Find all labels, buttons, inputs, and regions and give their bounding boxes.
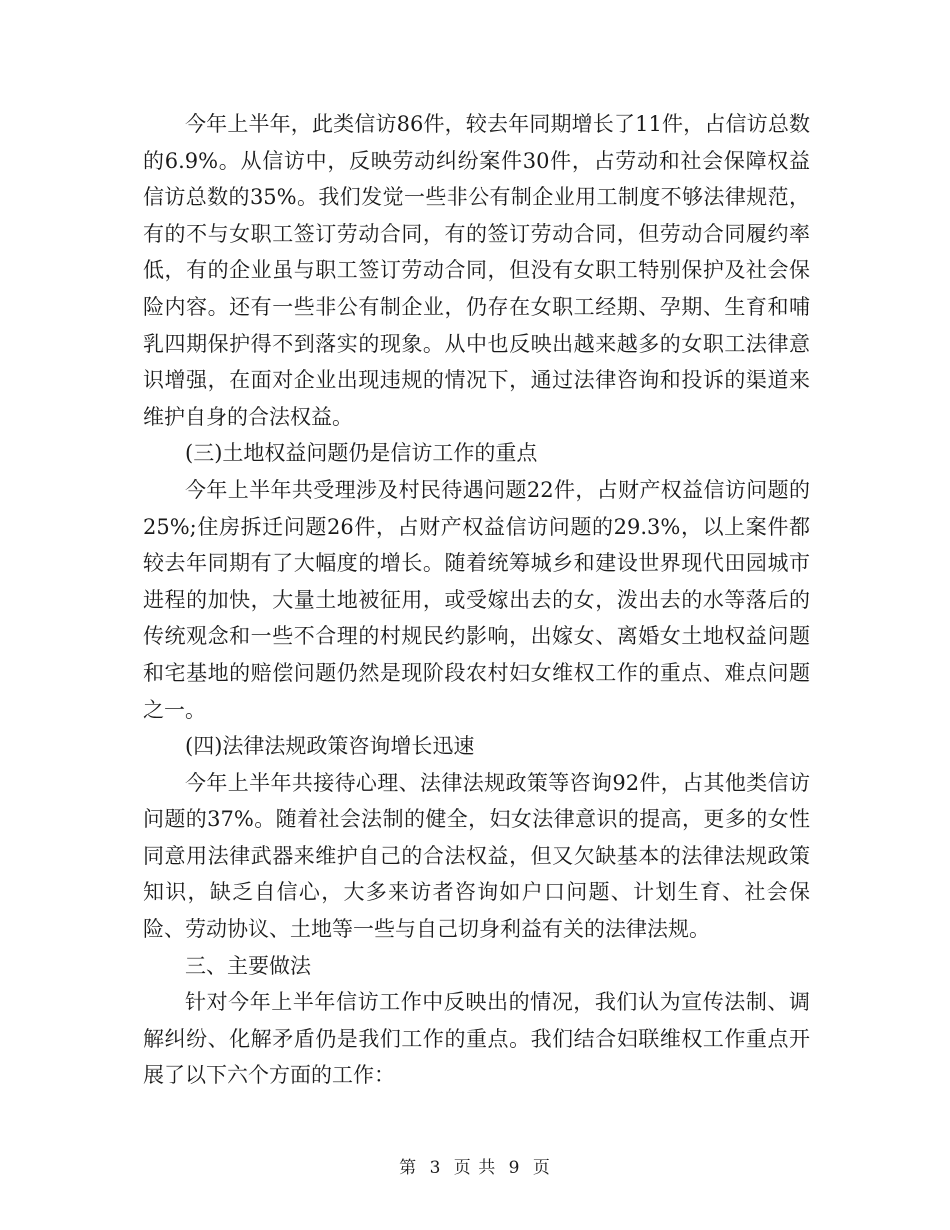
paragraph-land-rights: 今年上半年共受理涉及村民待遇问题22件，占财产权益信访问题的25%;住房拆迁问题26件，占财产权益信访问题的29.3%，以上案件都较去年同期有了大幅度的增长。随着统筹城乡和建设世界现代田园城市进程的加快，大量土地被征用，或受嫁出去的女，泼出去的水等落后的传统观念和一些不合理的村规民约影响，出嫁女、离婚女土地权益问题和宅基地的赔偿问题仍然是现阶段农村妇女维权工作的重点、难点问题之一。 <box>143 477 810 722</box>
paragraph-legal-consultation: 今年上半年共接待心理、法律法规政策等咨询92件，占其他类信访问题的37%。随着社会法制的健全，妇女法律意识的提高，更多的女性同意用法律武器来维护自己的合法权益，但又欠缺基本的法律法规政策知识，缺乏自信心，大多来访者咨询如户口问题、计划生育、社会保险、劳动协议、土地等一些与自己切身利益有关的法律法规。 <box>143 770 810 942</box>
section-heading-land-rights: (三)土地权益问题仍是信访工作的重点 <box>185 441 538 466</box>
paragraph-main-practices: 针对今年上半年信访工作中反映出的情况，我们认为宣传法制、调解纠纷、化解矛盾仍是我们工作的重点。我们结合妇联维权工作重点开展了以下六个方面的工作： <box>143 990 810 1088</box>
footer-suffix: 页 <box>532 1158 551 1178</box>
footer-total-word: 共 <box>478 1158 497 1178</box>
section-heading-legal-consultation: (四)法律法规政策咨询增长迅速 <box>185 734 475 759</box>
footer-page-word: 页 <box>453 1158 472 1178</box>
current-page-number: 3 <box>429 1158 442 1178</box>
section-heading-main-practices: 三、主要做法 <box>185 953 311 978</box>
paragraph-labor-disputes: 今年上半年，此类信访86件，较去年同期增长了11件，占信访总数的6.9%。从信访中，反映劳动纠纷案件30件，占劳动和社会保障权益信访总数的35%。我们发觉一些非公有制企业用工制度不够法律规范，有的不与女职工签订劳动合同，有的签订劳动合同，但劳动合同履约率低，有的企业虽与职工签订劳动合同，但没有女职工特别保护及社会保险内容。还有一些非公有制企业，仍存在女职工经期、孕期、生育和哺乳四期保护得不到落实的现象。从中也反映出越来越多的女职工法律意识增强，在面对企业出现违规的情况下，通过法律咨询和投诉的渠道来维护自身的合法权益。 <box>143 112 810 429</box>
footer-prefix: 第 <box>399 1158 418 1178</box>
document-body <box>143 106 810 1094</box>
page-footer <box>0 1153 950 1178</box>
total-page-number: 9 <box>508 1158 521 1178</box>
